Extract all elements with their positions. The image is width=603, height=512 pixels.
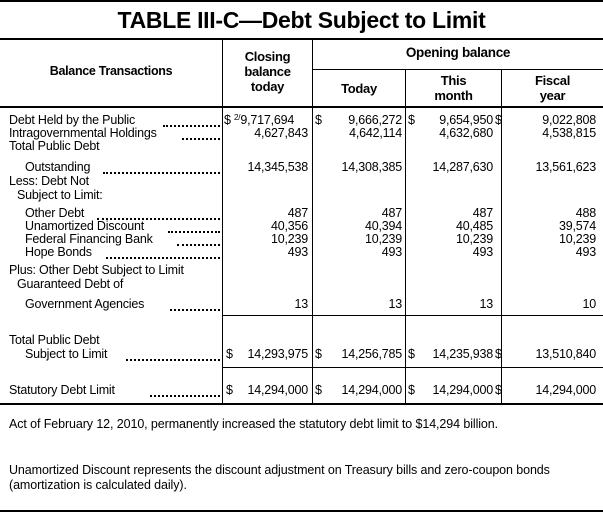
footnote-marker: 2/ bbox=[234, 113, 241, 122]
cell-fiscal: 10,239 bbox=[558, 232, 596, 246]
table-title: TABLE III-C—Debt Subject to Limit bbox=[0, 0, 603, 40]
closing-value: 9,717,694 bbox=[240, 113, 295, 127]
cell-today: 10,239 bbox=[364, 232, 402, 246]
cell-today: 493 bbox=[381, 245, 402, 259]
row-rule bbox=[222, 315, 603, 316]
dollar-sign: $ bbox=[408, 113, 415, 127]
header-balance-transactions bbox=[0, 40, 222, 108]
row-label-intragov: Intragovernmental Holdings bbox=[9, 126, 157, 140]
header-this-month bbox=[405, 70, 501, 108]
month-line-2: month bbox=[434, 88, 473, 103]
leader-dots bbox=[177, 244, 220, 246]
row-label-total-public-debt: Total Public Debt bbox=[9, 139, 100, 153]
cell-month: 493 bbox=[472, 245, 493, 259]
header-closing-balance bbox=[222, 40, 312, 108]
balance-transactions-label: Balance Transactions bbox=[49, 64, 173, 78]
cell-today: 13 bbox=[388, 297, 402, 311]
cell-today: 14,308,385 bbox=[341, 160, 402, 174]
cell-fiscal: 39,574 bbox=[558, 219, 596, 233]
leader-dots bbox=[103, 172, 220, 174]
fiscal-line-1: Fiscal bbox=[534, 73, 571, 88]
cell-today: 9,666,272 bbox=[348, 113, 402, 127]
cell-month: 487 bbox=[472, 206, 493, 220]
cell-today: 4,642,114 bbox=[349, 126, 402, 140]
cell-fiscal: 14,294,000 bbox=[535, 383, 596, 397]
leader-dots bbox=[168, 231, 220, 233]
cell-today: 14,256,785 bbox=[341, 347, 402, 361]
row-label-guaranteed: Guaranteed Debt of bbox=[17, 277, 124, 291]
row-label-plus-other: Plus: Other Debt Subject to Limit bbox=[9, 263, 184, 277]
row-label-total-public-debt-2: Total Public Debt bbox=[9, 333, 100, 347]
row-label-statutory: Statutory Debt Limit bbox=[9, 383, 115, 397]
row-label-debt-held-public: Debt Held by the Public bbox=[9, 113, 136, 127]
dollar-sign: $ bbox=[226, 347, 233, 361]
dollar-sign: $ bbox=[226, 383, 233, 397]
month-line-1: This bbox=[440, 73, 467, 88]
cell-closing: 4,627,843 bbox=[254, 126, 308, 140]
header-opening-balance: Opening balance bbox=[312, 40, 603, 70]
cell-fiscal: 488 bbox=[575, 206, 596, 220]
row-label-outstanding: Outstanding bbox=[25, 160, 91, 174]
cell-today: 487 bbox=[381, 206, 402, 220]
cell-closing: 14,293,975 bbox=[247, 347, 308, 361]
cell-fiscal: 4,538,815 bbox=[542, 126, 596, 140]
cell-closing: 493 bbox=[287, 245, 308, 259]
cell-today: 40,394 bbox=[364, 219, 402, 233]
cell-closing: 487 bbox=[287, 206, 308, 220]
cell-month: 14,235,938 bbox=[432, 347, 493, 361]
row-label-other-debt: Other Debt bbox=[25, 206, 85, 220]
closing-line-1: Closing bbox=[244, 49, 291, 64]
leader-dots bbox=[106, 257, 220, 259]
dollar-sign: $ bbox=[315, 347, 322, 361]
row-label-subject-to-limit: Subject to Limit bbox=[25, 347, 108, 361]
cell-closing: 10,239 bbox=[270, 232, 308, 246]
note-debt-limit-act: Act of February 12, 2010, permanently increased the statutory debt limit to $14,294 billion. bbox=[9, 417, 499, 431]
cell-fiscal: 10 bbox=[582, 297, 596, 311]
cell-closing: 14,345,538 bbox=[247, 160, 308, 174]
cell-month: 14,294,000 bbox=[432, 383, 493, 397]
cell-closing: 14,294,000 bbox=[247, 383, 308, 397]
cell-closing: 13 bbox=[294, 297, 308, 311]
cell-month: 40,485 bbox=[455, 219, 493, 233]
dollar-sign: $ bbox=[495, 383, 502, 397]
row-label-subject-to-limit-hdr: Subject to Limit: bbox=[17, 188, 103, 202]
cell-month: 14,287,630 bbox=[432, 160, 493, 174]
leader-dots bbox=[182, 138, 220, 140]
leader-dots bbox=[126, 359, 220, 361]
leader-dots bbox=[170, 309, 220, 311]
cell-month: 13 bbox=[479, 297, 493, 311]
note-unamortized-discount: Unamortized Discount represents the discount adjustment on Treasury bills and zero-coupon bonds (amortization is calculated daily). bbox=[9, 463, 550, 492]
row-rule bbox=[222, 367, 603, 368]
dollar-sign: $ bbox=[315, 113, 322, 127]
dollar-sign: $ bbox=[408, 347, 415, 361]
row-label-gov-agencies: Government Agencies bbox=[25, 297, 145, 311]
row-label-ffb: Federal Financing Bank bbox=[25, 232, 153, 246]
cell-month: 10,239 bbox=[455, 232, 493, 246]
header-fiscal-year bbox=[501, 70, 603, 108]
header-today: Today bbox=[312, 70, 405, 108]
dollar-sign: $ bbox=[224, 113, 231, 127]
cell-fiscal: 9,022,808 bbox=[542, 113, 596, 127]
leader-dots bbox=[150, 395, 220, 397]
cell-today: 14,294,000 bbox=[341, 383, 402, 397]
dollar-sign: $ bbox=[315, 383, 322, 397]
row-label-unamortized: Unamortized Discount bbox=[25, 219, 144, 233]
cell-fiscal: 13,561,623 bbox=[535, 160, 596, 174]
closing-line-2: balance bbox=[244, 64, 291, 79]
leader-dots bbox=[163, 125, 220, 127]
dollar-sign: $ bbox=[408, 383, 415, 397]
fiscal-line-2: year bbox=[539, 88, 566, 103]
cell-fiscal: 13,510,840 bbox=[535, 347, 596, 361]
table-bottom-rule bbox=[0, 403, 603, 405]
closing-line-3: today bbox=[250, 79, 285, 94]
row-label-hope-bonds: Hope Bonds bbox=[25, 245, 92, 259]
dollar-sign: $ bbox=[495, 113, 502, 127]
cell-month: 4,632,680 bbox=[439, 126, 493, 140]
cell-closing: 40,356 bbox=[270, 219, 308, 233]
cell-fiscal: 493 bbox=[575, 245, 596, 259]
cell-month: 9,654,950 bbox=[439, 113, 493, 127]
dollar-sign: $ bbox=[495, 347, 502, 361]
row-label-less-debt-not: Less: Debt Not bbox=[9, 174, 89, 188]
